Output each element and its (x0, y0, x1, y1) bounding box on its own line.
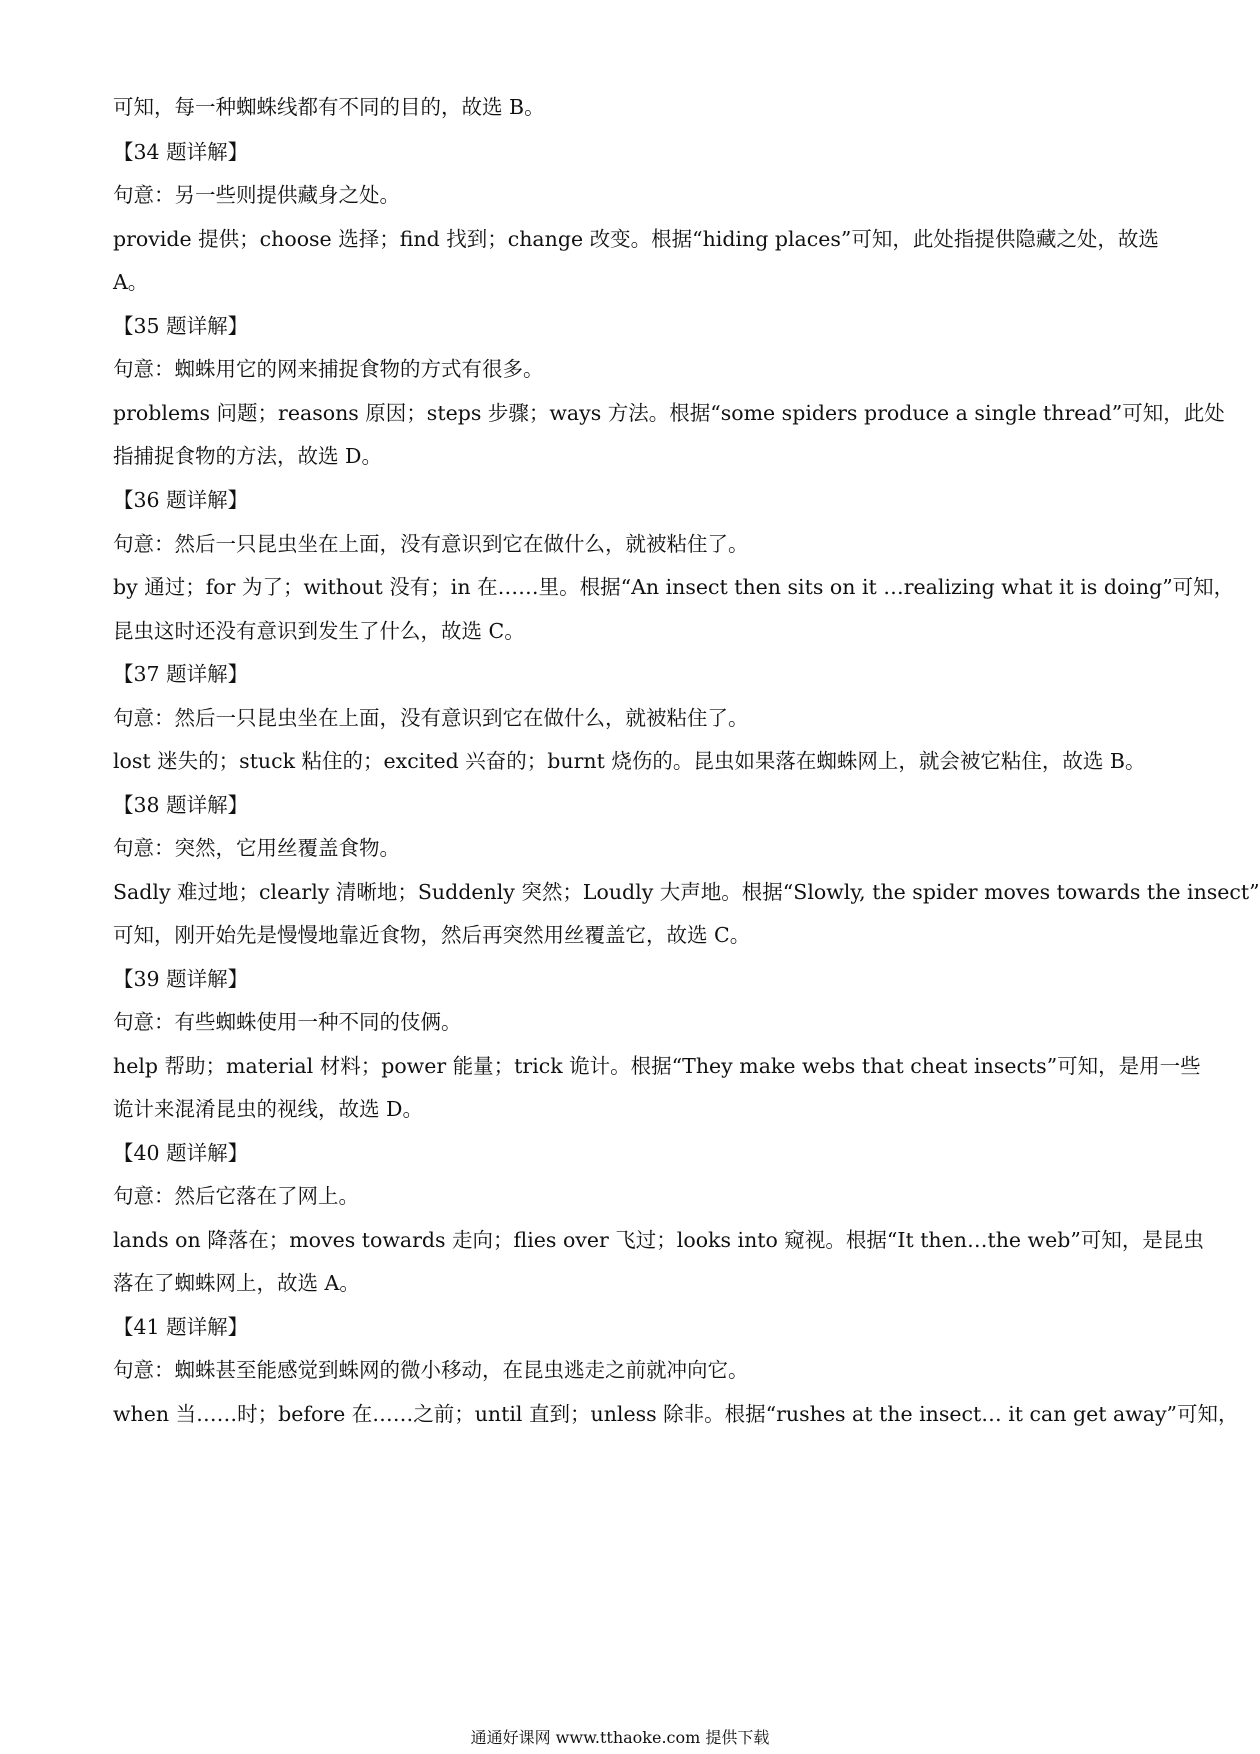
text-line: 句意：然后它落在了网上。 (113, 1184, 359, 1208)
page-footer: 通通好课网 www.tthaoke.com 提供下载 (470, 1728, 770, 1747)
text-line: by 通过；for 为了；without 没有；in 在……里。根据“An insect then sits on it …realizing what it is doing”可知， (113, 575, 1235, 599)
question-heading: 【36 题详解】 (113, 488, 249, 512)
question-heading: 【41 题详解】 (113, 1315, 249, 1339)
question-heading: 【34 题详解】 (113, 140, 249, 164)
text-line: 诡计来混淆昆虫的视线，故选 D。 (113, 1097, 423, 1121)
text-line: 可知，刚开始先是慢慢地靠近食物，然后再突然用丝覆盖它，故选 C。 (113, 923, 751, 947)
text-line: 句意：有些蜘蛛使用一种不同的伎俩。 (113, 1010, 462, 1034)
question-heading: 【38 题详解】 (113, 793, 249, 817)
text-line: 指捕捉食物的方法，故选 D。 (113, 444, 382, 468)
text-line: lost 迷失的；stuck 粘住的；excited 兴奋的；burnt 烧伤的。昆虫如果落在蜘蛛网上，就会被它粘住，故选 B。 (113, 749, 1146, 773)
text-line: 句意：另一些则提供藏身之处。 (113, 183, 400, 207)
text-line: A。 (113, 270, 149, 294)
text-line: Sadly 难过地；clearly 清晰地；Suddenly 突然；Loudly 大声地。根据“Slowly, the spider moves towards the insect” (113, 880, 1260, 904)
question-heading: 【39 题详解】 (113, 967, 249, 991)
text-line: problems 问题；reasons 原因；steps 步骤；ways 方法。根据“some spiders produce a single thread”可知，此处 (113, 401, 1225, 425)
text-line: 昆虫这时还没有意识到发生了什么，故选 C。 (113, 619, 525, 643)
text-line: 句意：突然，它用丝覆盖食物。 (113, 836, 400, 860)
text-line: 落在了蜘蛛网上，故选 A。 (113, 1271, 360, 1295)
text-line: 可知，每一种蜘蛛线都有不同的目的，故选 B。 (113, 95, 545, 119)
text-line: 句意：然后一只昆虫坐在上面，没有意识到它在做什么，就被粘住了。 (113, 532, 749, 556)
text-line: help 帮助；material 材料；power 能量；trick 诡计。根据“They make webs that cheat insects”可知，是用一些 (113, 1054, 1201, 1078)
text-line: 句意：蜘蛛用它的网来捕捉食物的方式有很多。 (113, 357, 544, 381)
text-line: when 当……时；before 在……之前；until 直到；unless 除非。根据“rushes at the insect… it can get away”可知， (113, 1402, 1239, 1426)
question-heading: 【37 题详解】 (113, 662, 249, 686)
text-line: lands on 降落在；moves towards 走向；flies over 飞过；looks into 窥视。根据“It then…the web”可知，是昆虫 (113, 1228, 1204, 1252)
text-line: 句意：然后一只昆虫坐在上面，没有意识到它在做什么，就被粘住了。 (113, 706, 749, 730)
text-line: provide 提供；choose 选择；find 找到；change 改变。根据“hiding places”可知，此处指提供隐藏之处，故选 (113, 227, 1159, 251)
question-heading: 【35 题详解】 (113, 314, 249, 338)
question-heading: 【40 题详解】 (113, 1141, 249, 1165)
text-line: 句意：蜘蛛甚至能感觉到蛛网的微小移动，在昆虫逃走之前就冲向它。 (113, 1358, 749, 1382)
